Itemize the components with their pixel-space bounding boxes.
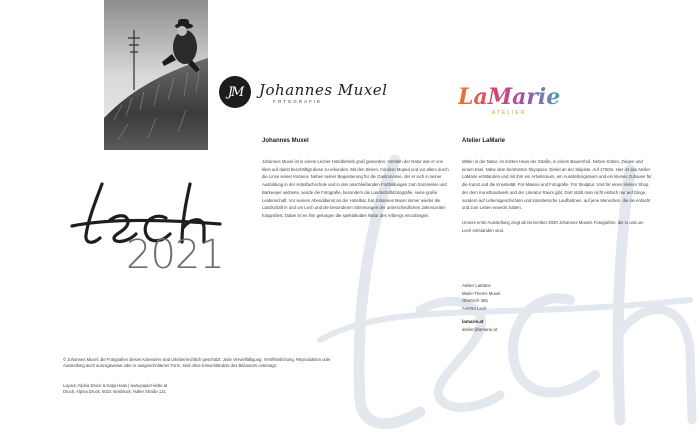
lamarie-logo-tagline: ATELIER [491, 110, 527, 116]
johannes-muxel-heading: Johannes Muxel [262, 138, 309, 144]
layout-credit: Layout: Alpina Druck & Katja Haas | www.papier-kebe.at [63, 383, 168, 388]
contact-line-3: Oberlech 365 [462, 298, 488, 304]
contact-line-4: A-6764 Lech [462, 306, 487, 312]
lamarie-logo-name: LaMarie [458, 84, 561, 110]
johannes-muxel-section [262, 138, 452, 220]
atelier-lamarie-section [462, 138, 652, 234]
imprint [63, 383, 333, 396]
website-link[interactable]: lamarie.at [462, 319, 484, 324]
year-2021: 2021 [126, 232, 224, 278]
exhibition-note: Unsere erste Ausstellung zeigt ab Dezember 2020 Johannes Muxels Fotografien, die in und um Lech entstanden sind. [462, 219, 644, 233]
contact-line-2: Marie-Theres Muxel [462, 290, 501, 296]
jm-logo-name: Johannes Muxel [259, 80, 388, 99]
hillside-photo [104, 0, 208, 150]
jm-logo-tagline: FOTOGRAFIE [273, 98, 323, 104]
jm-monogram: JM [219, 76, 251, 108]
email-link[interactable]: atelier@lamarie.at [462, 327, 497, 332]
atelier-lamarie-description: Mitten in der Natur, im letzten Haus der Straße, in einem Bauernhof. Neben Kühen, Ziegen und einem Esel. Nahe dem berühmten Skyspace. Direkt an der Skipiste. Auf 1750m. Hier ist das Atelier LaMarie entstanden und mit ihm ein Arbeitsraum, ein Ausstellungsraum und ein kleines Zuhause für die Kunst und die Kreativität. Für Malerei und Fotografie. Für Skulptur. Und für einen kleinen Shop, der dem Kunsthandwerk und der Literatur Raum gibt. Dort stößt man nicht einfach nur auf Dinge, sondern auf Lebensgeschichten und künstlerische Laufbahnen, auf jene Menschen, die sie erdacht und zum Leben erweckt haben. [462, 159, 652, 211]
atelier-lamarie-heading: Atelier LaMarie [462, 138, 506, 144]
contact-address [462, 282, 500, 313]
print-credit: Druck: Alpina Druck, 6022 Innsbruck, Haller Straße 121 [63, 389, 166, 395]
johannes-muxel-bio: Johannes Muxel ist in einem Lecher Hotelbetrieb groß geworden. Inmitten der Natur war er von klein auf damit beschäftigt diese zu erkunden. Mit den Skiern, mit dem Moped und vor allem durch die Linse seiner Kamera. Neben seiner Begeisterung für die Gastronomie, der er sich in seiner Ausbildung in der Hotelfachschule und in den anschließenden Fortbildungen zum Sommelier und Barkeeper widmete, wurde die Fotografie, besonders die Landschaftsfotografie, seine große Leidenschaft. Vor seinem Abenddienst an der Hotelbar, hat Johannes Muxel immer wieder die Landschaft in und um Lech und die besonderen Stimmungen der unterschiedlichen Jahreszeiten fotografiert. Dabei ist es ihm gelungen die spektakuläre Natur des Arlbergs einzufangen. [262, 159, 449, 218]
lamarie-logo [458, 85, 560, 116]
copyright-notice: © Johannes Muxel; die Fotografien dieses Kalenders sind urheberrechtlich geschützt. Jede Vervielfältigung, Veröffentlichung, Reproduktion oder Ausstellung auch auszugsweise oder in ausgeschnittener Form, sind ohne Einverständnis des Bildautors untersagt. [63, 357, 331, 369]
contact-line-1: Atelier LaMarie [462, 283, 491, 288]
johannes-muxel-logo [219, 76, 387, 108]
